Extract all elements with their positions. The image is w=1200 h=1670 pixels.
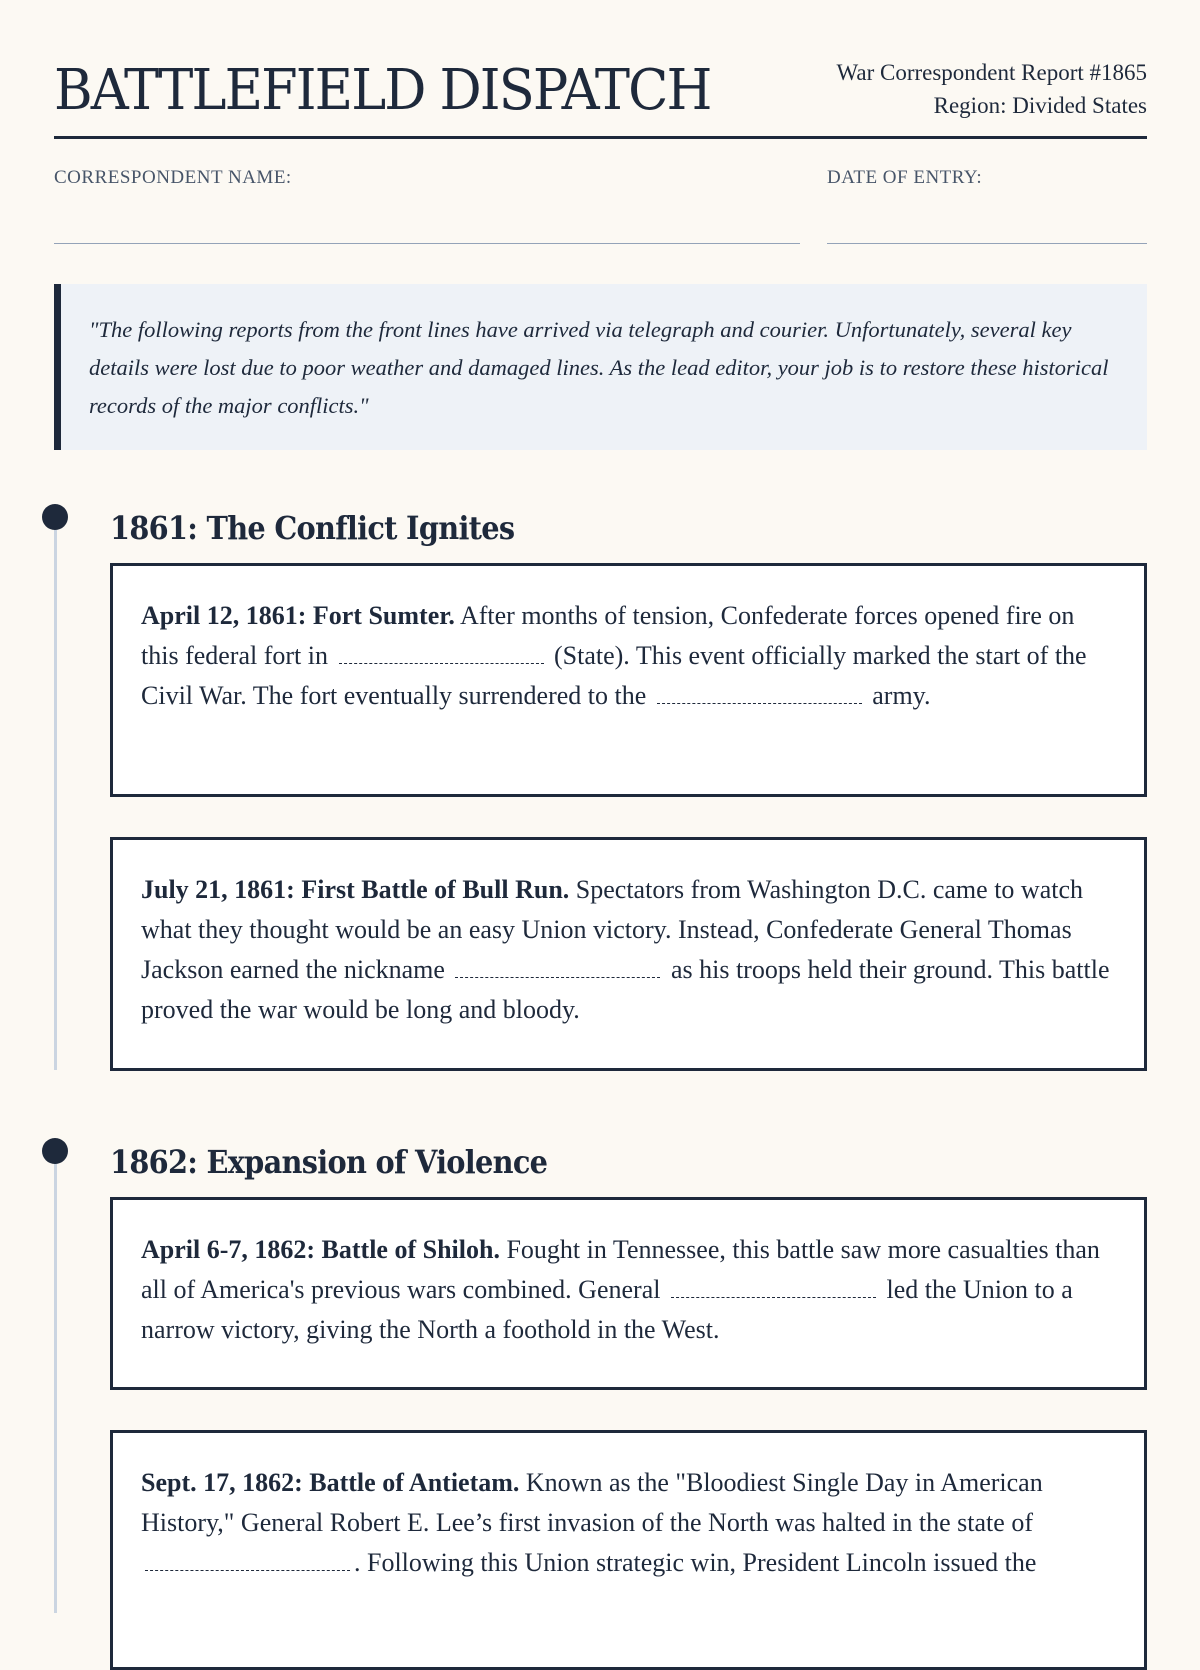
timeline-line xyxy=(54,1153,57,1613)
date-of-entry-field[interactable] xyxy=(827,166,1147,244)
entry-body: . Following this Union strategic win, President Lincoln issued the xyxy=(354,1548,1037,1577)
entry-body: Known as the "Bloodiest Single Day in American History," General Robert E. Lee’s first invasion of the North was halted in the state of xyxy=(141,1468,1043,1537)
entry-body: led the Union to a narrow victory, giving the North a foothold in the West. xyxy=(141,1275,1073,1344)
entry-title: Sept. 17, 1862: Battle of Antietam. xyxy=(141,1468,520,1497)
entry-title: April 6-7, 1862: Battle of Shiloh. xyxy=(141,1235,500,1264)
report-region: Region: Divided States xyxy=(933,93,1147,118)
page-title: BATTLEFIELD DISPATCH xyxy=(54,58,711,123)
answer-blank[interactable] xyxy=(339,645,544,664)
correspondent-name-field[interactable] xyxy=(54,166,800,244)
entry-shiloh xyxy=(110,1197,1147,1390)
date-of-entry-label: DATE OF ENTRY: xyxy=(827,167,983,188)
answer-blank[interactable] xyxy=(671,1279,876,1298)
entry-body: army. xyxy=(872,681,931,710)
timeline-line xyxy=(54,520,57,1070)
report-meta xyxy=(837,56,1148,122)
section-heading-1862: 1862: Expansion of Violence xyxy=(110,1143,548,1181)
entry-body: (State). This event officially marked the start of the Civil War. The fort eventually surrendered to the xyxy=(141,641,1087,710)
report-number: War Correspondent Report #1865 xyxy=(836,60,1147,85)
entry-text xyxy=(141,870,1116,1030)
answer-blank[interactable] xyxy=(145,1552,350,1571)
intro-text: "The following reports from the front lines have arrived via telegraph and courier. Unfortunately, several key details were lost due to poor weather and damaged lines. As the lead editor, your job is to restore these historical records of the major conflicts." xyxy=(89,317,1109,418)
intro-quote xyxy=(54,284,1147,450)
entry-body: Fought in Tennessee, this battle saw more casualties than all of America's previous wars combined. General xyxy=(141,1235,1100,1304)
entry-body: After months of tension, Confederate forces opened fire on this federal fort in xyxy=(141,601,1075,670)
answer-blank[interactable] xyxy=(657,685,862,704)
entry-fort-sumter xyxy=(110,563,1147,797)
entry-antietam xyxy=(110,1430,1147,1670)
masthead xyxy=(54,56,1147,139)
entry-body: as his troops held their ground. This battle proved the war would be long and bloody. xyxy=(141,955,1110,1024)
entry-title: July 21, 1861: First Battle of Bull Run. xyxy=(141,875,570,904)
entry-text xyxy=(141,1230,1116,1350)
entry-text xyxy=(141,596,1116,716)
entry-body: Spectators from Washington D.C. came to watch what they thought would be an easy Union victory. Instead, Confederate General Thomas Jackson earned the nickname xyxy=(141,875,1083,984)
correspondent-name-label: CORRESPONDENT NAME: xyxy=(54,167,292,188)
timeline-dot xyxy=(42,1138,68,1164)
section-heading-1861: 1861: The Conflict Ignites xyxy=(110,509,515,547)
timeline-dot xyxy=(42,504,68,530)
entry-bull-run xyxy=(110,837,1147,1071)
entry-title: April 12, 1861: Fort Sumter. xyxy=(141,601,455,630)
entry-text xyxy=(141,1463,1116,1583)
answer-blank[interactable] xyxy=(455,959,660,978)
